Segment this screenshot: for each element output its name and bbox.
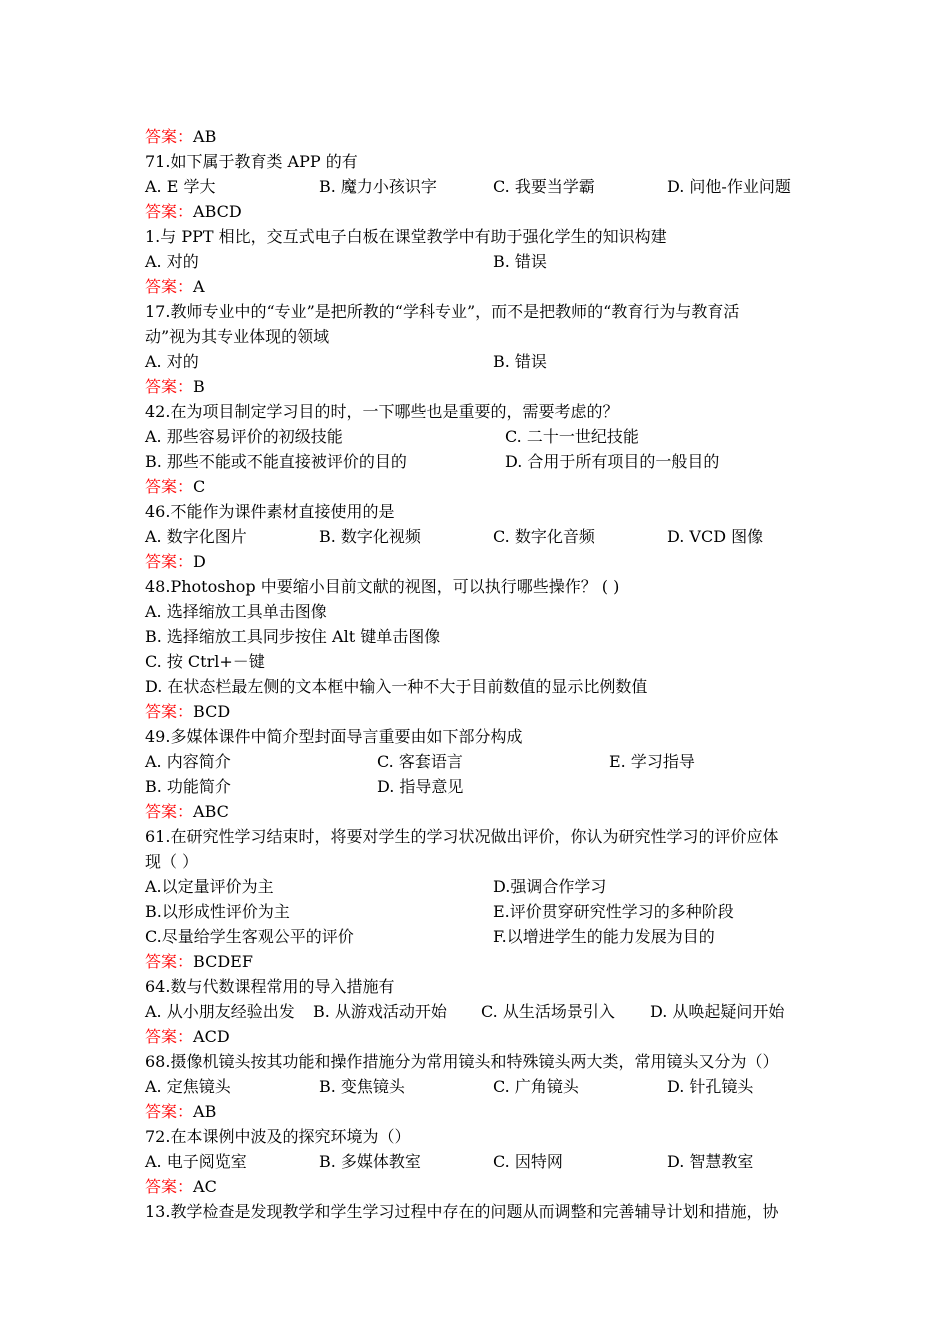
option: B. 从游戏活动开始: [313, 1002, 447, 1021]
options-row: [145, 924, 815, 949]
question-text: 71.如下属于教育类 APP 的有: [145, 152, 358, 171]
options-row: [145, 899, 815, 924]
option: D. 针孔镜头: [667, 1077, 754, 1096]
option: C. 从生活场景引入: [481, 1002, 615, 1021]
answer-line: [145, 1099, 815, 1124]
answer-line: [145, 199, 815, 224]
options-row: [145, 749, 815, 774]
option: A. 那些容易评价的初级技能: [145, 427, 343, 446]
option: C. 客套语言: [377, 752, 463, 771]
question-text: 72.在本课例中波及的探究环境为（）: [145, 1127, 411, 1146]
options-row: [145, 424, 815, 449]
question-text: 48.Photoshop 中要缩小目前文献的视图，可以执行哪些操作？ ( ): [145, 577, 620, 596]
option: E.评价贯穿研究性学习的多种阶段: [493, 902, 734, 921]
answer-label: 答案：: [145, 202, 194, 221]
answer-label: 答案：: [145, 477, 194, 496]
option: B.以形成性评价为主: [145, 902, 290, 921]
option: A. 对的: [145, 252, 199, 271]
option: B. 错误: [493, 352, 547, 371]
answer-line: [145, 274, 815, 299]
question-text: 17.教师专业中的“专业”是把所教的“学科专业”，而不是把教师的“教育行为与教育活: [145, 302, 740, 321]
answer-value: AB: [193, 1102, 217, 1121]
options-row: [145, 1149, 815, 1174]
option: D. VCD 图像: [667, 527, 764, 546]
answer-line: [145, 1174, 815, 1199]
answer-label: 答案：: [145, 1177, 194, 1196]
question-text: 动”视为其专业体现的领域: [145, 327, 330, 346]
option: D. 智慧教室: [667, 1152, 754, 1171]
options-row: [145, 249, 815, 274]
answer-label: 答案：: [145, 952, 194, 971]
option: C. 广角镜头: [493, 1077, 579, 1096]
answer-line: [145, 374, 815, 399]
options-row: [145, 349, 815, 374]
option: C. 我要当学霸: [493, 177, 595, 196]
option: A. E 学大: [145, 177, 216, 196]
question-text: 64.数与代数课程常用的导入措施有: [145, 977, 395, 996]
answer-line: [145, 124, 815, 149]
question-text: 68.摄像机镜头按其功能和操作措施分为常用镜头和特殊镜头两大类，常用镜头又分为（）: [145, 1052, 779, 1071]
option: A. 对的: [145, 352, 199, 371]
option: B. 功能简介: [145, 777, 231, 796]
option: C. 按 Ctrl+－键: [145, 652, 265, 671]
answer-line: [145, 799, 815, 824]
option: B. 魔力小孩识字: [319, 177, 437, 196]
option: B. 数字化视频: [319, 527, 421, 546]
answer-value: ABCD: [193, 202, 242, 221]
answer-label: 答案：: [145, 1102, 194, 1121]
answer-label: 答案：: [145, 1027, 194, 1046]
question-text: 13.教学检查是发现教学和学生学习过程中存在的问题从而调整和完善辅导计划和措施，协: [145, 1202, 779, 1221]
question-text: 49.多媒体课件中简介型封面导言重要由如下部分构成: [145, 727, 523, 746]
question-text: 现（ ）: [145, 852, 199, 871]
answer-label: 答案：: [145, 552, 194, 571]
answer-line: [145, 699, 815, 724]
options-row: [145, 1074, 815, 1099]
answer-value: AC: [193, 1177, 217, 1196]
option: D. 问他-作业问题: [667, 177, 791, 196]
option: D. 合用于所有项目的一般目的: [505, 452, 720, 471]
option: B. 选择缩放工具同步按住 Alt 键单击图像: [145, 627, 441, 646]
option: D.强调合作学习: [493, 877, 607, 896]
option: D. 指导意见: [377, 777, 464, 796]
options-row: [145, 524, 815, 549]
option: B. 错误: [493, 252, 547, 271]
option: A. 电子阅览室: [145, 1152, 247, 1171]
question-text: 42.在为项目制定学习目的时，一下哪些也是重要的，需要考虑的？: [145, 402, 619, 421]
answer-value: BCDEF: [193, 952, 253, 971]
options-row: [145, 774, 815, 799]
options-row: [145, 999, 815, 1024]
document-page: [145, 124, 815, 1224]
option: A. 内容简介: [145, 752, 231, 771]
answer-value: AB: [193, 127, 217, 146]
option: D. 在状态栏最左侧的文本框中输入一种不大于目前数值的显示比例数值: [145, 677, 648, 696]
option: E. 学习指导: [609, 752, 695, 771]
question-text: 46.不能作为课件素材直接使用的是: [145, 502, 395, 521]
option: D. 从唤起疑问开始: [650, 1002, 785, 1021]
option: B. 那些不能或不能直接被评价的目的: [145, 452, 407, 471]
answer-value: ACD: [193, 1027, 230, 1046]
answer-label: 答案：: [145, 127, 194, 146]
option: A. 选择缩放工具单击图像: [145, 602, 327, 621]
answer-value: C: [193, 477, 206, 496]
answer-line: [145, 1024, 815, 1049]
answer-value: B: [193, 377, 205, 396]
options-row: [145, 174, 815, 199]
answer-label: 答案：: [145, 277, 194, 296]
option: C. 因特网: [493, 1152, 563, 1171]
answer-line: [145, 549, 815, 574]
option: C. 数字化音频: [493, 527, 595, 546]
option: A.以定量评价为主: [145, 877, 274, 896]
option: F.以增进学生的能力发展为目的: [493, 927, 715, 946]
answer-line: [145, 949, 815, 974]
option: B. 多媒体教室: [319, 1152, 421, 1171]
option: C.尽量给学生客观公平的评价: [145, 927, 354, 946]
answer-value: A: [193, 277, 205, 296]
answer-line: [145, 474, 815, 499]
options-row: [145, 449, 815, 474]
answer-value: ABC: [193, 802, 229, 821]
answer-label: 答案：: [145, 802, 194, 821]
option: C. 二十一世纪技能: [505, 427, 639, 446]
option: A. 数字化图片: [145, 527, 247, 546]
answer-value: D: [193, 552, 206, 571]
option: B. 变焦镜头: [319, 1077, 405, 1096]
options-row: [145, 874, 815, 899]
question-text: 61.在研究性学习结束时，将要对学生的学习状况做出评价，你认为研究性学习的评价应体: [145, 827, 779, 846]
answer-value: BCD: [193, 702, 231, 721]
answer-label: 答案：: [145, 702, 194, 721]
answer-label: 答案：: [145, 377, 194, 396]
question-text: 1.与 PPT 相比，交互式电子白板在课堂教学中有助于强化学生的知识构建: [145, 227, 667, 246]
option: A. 从小朋友经验出发: [145, 1002, 295, 1021]
option: A. 定焦镜头: [145, 1077, 231, 1096]
